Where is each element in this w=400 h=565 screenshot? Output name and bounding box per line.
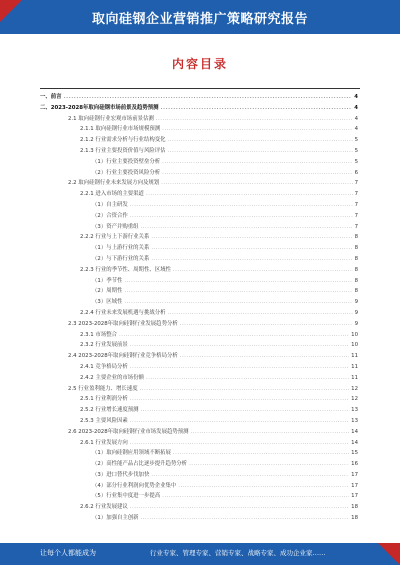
toc-entry[interactable] [40,265,358,276]
toc-entry[interactable] [40,330,358,341]
toc-entry-title: 2.1 取向硅钢行业宏观市场前景估测 [68,115,154,122]
toc-entry-page: 5 [354,147,358,154]
toc-entry[interactable] [40,470,358,481]
toc-entry[interactable] [40,394,358,405]
toc-leader-dots [130,340,349,351]
toc-entry[interactable] [40,124,358,135]
toc-entry-title: （2）高性能产品占比逐步提升趋势分析 [92,461,188,468]
toc-entry[interactable] [40,157,358,168]
toc-entry[interactable] [40,286,358,297]
toc-entry-title: 2.2.2 行业与上下游行业关系 [80,234,150,241]
toc-entry-page: 6 [354,169,358,176]
toc-leader-dots [146,373,349,384]
toc-entry-title: 2.6.2 行业发展建议 [80,504,128,511]
toc-entry[interactable] [40,427,358,438]
toc-leader-dots [130,502,349,513]
toc-leader-dots [173,265,353,276]
toc-leader-dots [161,178,352,189]
toc-entry-page: 14 [351,428,358,435]
toc-leader-dots [130,362,349,373]
toc-entry[interactable] [40,513,358,524]
toc-entry-page: 7 [354,201,358,208]
toc-entry-page: 17 [351,471,358,478]
toc-entry-page: 12 [351,396,358,403]
toc-leader-dots [156,114,353,125]
toc-entry-title: 2.5.2 行业增长速度预测 [80,407,139,414]
toc-entry-title: 2.2.1 进入市场的主要渠道 [80,191,144,198]
toc-entry-title: （1）自主研发 [92,201,128,208]
table-of-contents [40,92,358,524]
toc-leader-dots [146,189,353,200]
toc-heading: 内容目录 [171,57,228,71]
toc-leader-dots [124,286,352,297]
toc-entry[interactable] [40,211,358,222]
toc-entry-title: 二、2023-2028年取向硅钢市场前景及趋势预测 [40,104,159,111]
toc-entry-title: （3）区域性 [92,299,123,306]
toc-entry-title: 2.6 2023-2028年取向硅钢行业市场发展趋势预测 [68,428,189,435]
toc-entry-title: （4）部分行业利润向优势企业集中 [92,482,177,489]
toc-leader-dots [191,427,350,438]
toc-entry[interactable] [40,135,358,146]
toc-entry-page: 4 [354,126,358,133]
toc-entry[interactable] [40,297,358,308]
toc-entry[interactable] [40,438,358,449]
toc-entry-page: 11 [351,353,358,360]
toc-entry-title: 2.4.1 竞争格局分析 [80,363,128,370]
header-bar [0,0,400,34]
toc-entry-title: 2.2.3 行业的季节性、周期性、区域性 [80,266,171,273]
toc-entry-title: 2.5 行业盈利能力、增长速度 [68,385,138,392]
toc-entry-page: 7 [354,223,358,230]
toc-entry-title: （1）季节性 [92,277,123,284]
toc-entry[interactable] [40,351,358,362]
toc-entry[interactable] [40,362,358,373]
toc-entry-title: 2.1.2 行业需求分析与行业结构变化 [80,137,166,144]
toc-entry-title: （1）行业主要投资壁垒分析 [92,158,161,165]
toc-leader-dots [151,254,352,265]
toc-entry-page: 10 [351,342,358,349]
toc-entry-page: 13 [351,407,358,414]
toc-leader-dots [130,438,349,449]
toc-entry-page: 8 [354,234,358,241]
toc-entry[interactable] [40,416,358,427]
toc-entry-page: 16 [351,461,358,468]
toc-entry-title: （3）资产并购重组 [92,223,139,230]
document-title: 取向硅钢企业营销推广策略研究报告 [91,12,308,27]
toc-leader-dots [141,513,350,524]
toc-entry[interactable] [40,168,358,179]
toc-entry[interactable] [40,340,358,351]
toc-leader-dots [130,200,353,211]
toc-entry-page: 9 [354,320,358,327]
toc-entry-page: 4 [354,104,358,111]
toc-leader-dots [130,211,353,222]
toc-entry[interactable] [40,448,358,459]
toc-entry-page: 7 [354,212,358,219]
toc-entry[interactable] [40,373,358,384]
toc-leader-dots [162,157,352,168]
toc-entry-page: 18 [351,504,358,511]
toc-entry-page: 8 [354,266,358,273]
toc-leader-dots [130,416,349,427]
toc-entry-page: 14 [351,439,358,446]
toc-entry-title: （3）进口替代步伐加快 [92,471,150,478]
toc-entry-page: 7 [354,180,358,187]
toc-entry-page: 8 [354,288,358,295]
toc-entry-page: 10 [351,331,358,338]
toc-entry-title: 2.3.1 市场整合 [80,331,117,338]
toc-leader-dots [173,448,349,459]
toc-entry-page: 8 [354,245,358,252]
divider [40,88,360,89]
toc-leader-dots [168,146,353,157]
toc-entry[interactable] [40,243,358,254]
toc-entry-page: 5 [354,158,358,165]
toc-leader-dots [124,276,352,287]
toc-entry[interactable] [40,92,358,103]
toc-leader-dots [119,330,349,341]
toc-entry-title: 2.2 取向硅钢行业未来发展方向及规划 [68,180,160,187]
toc-entry[interactable] [40,103,358,114]
footer-slogan-left: 让每个人都能成为 [40,549,96,557]
toc-entry[interactable] [40,178,358,189]
toc-entry[interactable] [40,254,358,265]
toc-leader-dots [141,405,350,416]
toc-entry-page: 4 [354,115,358,122]
toc-entry-page: 11 [351,374,358,381]
toc-leader-dots [168,308,353,319]
toc-leader-dots [180,319,353,330]
toc-entry-title: 2.4.2 主要企业的市场份额 [80,374,144,381]
toc-leader-dots [162,491,349,502]
toc-leader-dots [130,394,349,405]
toc-leader-dots [180,351,349,362]
toc-entry[interactable] [40,114,358,125]
toc-entry[interactable] [40,384,358,395]
toc-entry-title: （2）合资合作 [92,212,128,219]
toc-entry[interactable] [40,405,358,416]
toc-leader-dots [124,297,352,308]
toc-entry-page: 4 [354,94,358,100]
toc-entry-page: 18 [351,515,358,522]
toc-entry-title: 2.5.3 主要风险因素 [80,417,128,424]
toc-entry-page: 12 [351,385,358,392]
toc-entry-page: 8 [354,277,358,284]
toc-entry-page: 17 [351,493,358,500]
toc-entry-title: （2）与下游行业的关系 [92,255,150,262]
toc-entry-page: 9 [354,309,358,316]
toc-leader-dots [168,135,353,146]
footer-bar [0,543,400,565]
toc-entry[interactable] [40,146,358,157]
footer-accent-triangle [378,543,400,565]
toc-entry[interactable] [40,308,358,319]
footer-slogan-right: 行业专家、管理专家、营销专家、战略专家、成功企业家…… [150,549,326,557]
toc-entry-title: 2.3 2023-2028年取向硅钢行业发展趋势分析 [68,320,178,327]
toc-entry-page: 17 [351,482,358,489]
toc-leader-dots [162,168,352,179]
toc-entry-title: 2.2.4 行业未来发展机遇与挑战分析 [80,309,166,316]
toc-leader-dots [161,103,353,114]
toc-leader-dots [178,481,349,492]
toc-leader-dots [140,384,350,395]
toc-entry-title: （1）取向硅钢应用领域不断拓展 [92,450,171,457]
toc-leader-dots [151,470,349,481]
toc-entry[interactable] [40,459,358,470]
toc-entry-title: 2.4 2023-2028年取向硅钢行业竞争格局分析 [68,353,178,360]
toc-entry-title: （5）行业集中度进一步提高 [92,493,161,500]
toc-leader-dots [141,222,353,233]
toc-entry[interactable] [40,319,358,330]
toc-entry-title: 一、前言 [40,94,62,100]
toc-entry[interactable] [40,222,358,233]
toc-entry[interactable] [40,276,358,287]
toc-leader-dots [189,459,349,470]
toc-entry-title: （2）周期性 [92,288,123,295]
toc-entry-page: 5 [354,137,358,144]
toc-entry-title: （1）与上游行业的关系 [92,245,150,252]
toc-entry[interactable] [40,491,358,502]
toc-entry-page: 13 [351,417,358,424]
toc-entry-page: 9 [354,299,358,306]
toc-entry[interactable] [40,200,358,211]
toc-leader-dots [162,124,352,135]
toc-entry-title: 2.3.2 行业发展前景 [80,342,128,349]
toc-leader-dots [151,232,352,243]
toc-leader-dots [64,92,353,103]
toc-entry-title: （2）行业主要投资风险分析 [92,169,161,176]
toc-leader-dots [151,243,352,254]
toc-entry-page: 11 [351,363,358,370]
toc-entry-title: 2.5.1 行业利润分析 [80,396,128,403]
toc-entry-page: 15 [351,450,358,457]
toc-entry-title: 2.1.3 行业主要投资价值与风险评估 [80,147,166,154]
toc-entry-title: （1）加强自主创新 [92,515,139,522]
toc-entry[interactable] [40,481,358,492]
toc-entry[interactable] [40,502,358,513]
toc-entry-page: 8 [354,255,358,262]
toc-entry-page: 7 [354,191,358,198]
toc-entry-title: 2.1.1 取向硅钢行业市场规模预测 [80,126,161,133]
toc-entry[interactable] [40,189,358,200]
toc-entry-title: 2.6.1 行业发展方向 [80,439,128,446]
toc-entry[interactable] [40,232,358,243]
